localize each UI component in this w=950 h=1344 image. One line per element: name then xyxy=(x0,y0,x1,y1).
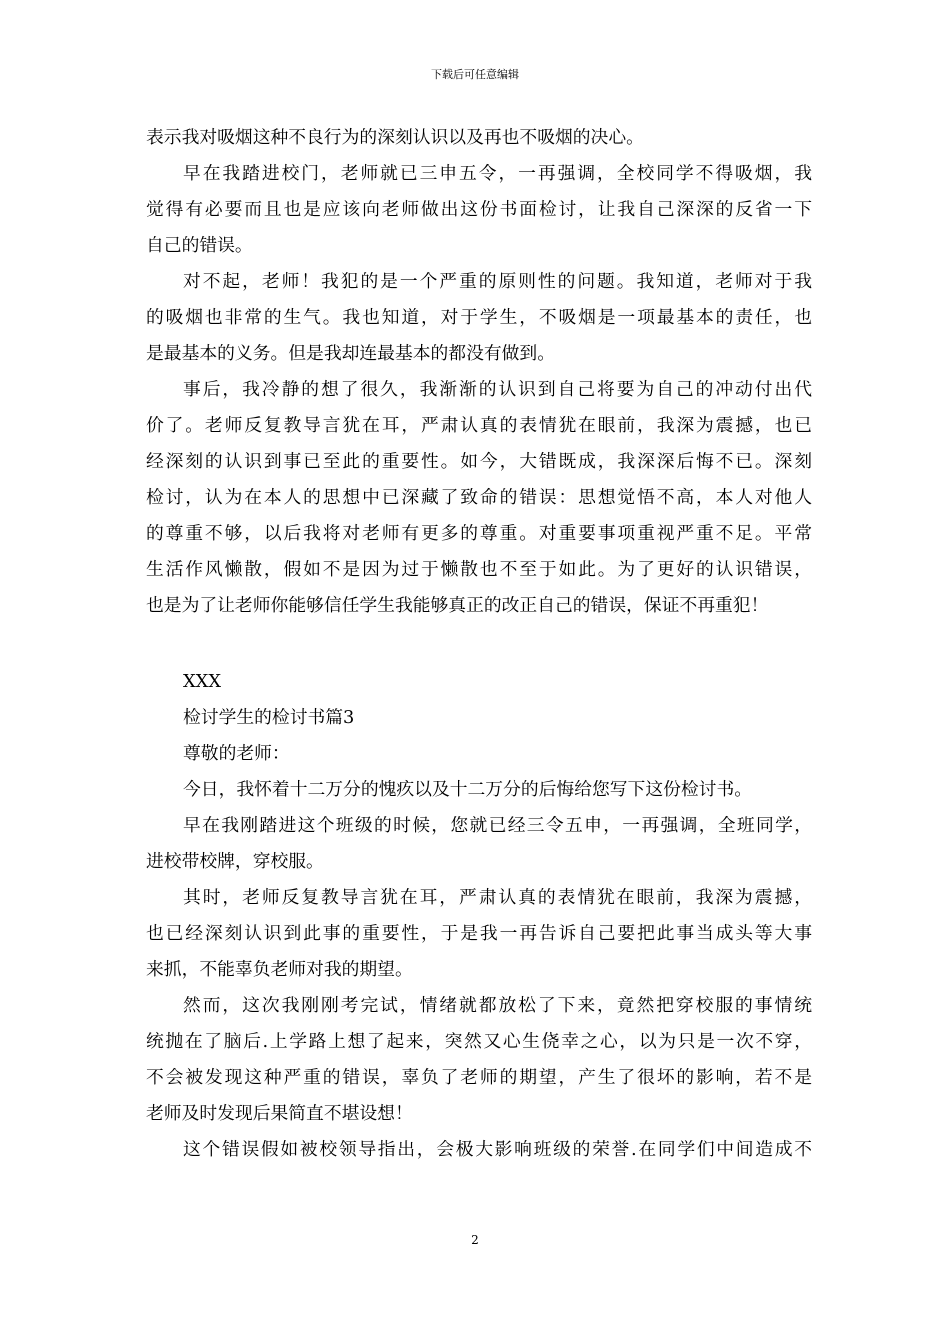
page-header: 下载后可任意编辑 xyxy=(431,68,519,81)
text-line: 老师及时发现后果简直不堪设想！ xyxy=(146,1103,413,1124)
text-line: 今日，我怀着十二万分的愧疚以及十二万分的后悔给您写下这份检讨书。 xyxy=(183,779,753,800)
page-number: 2 xyxy=(471,1233,479,1247)
text-line: 对不起，老师！我犯的是一个严重的原则性的问题。我知道，老师对于我 xyxy=(183,271,812,292)
text-line: 尊敬的老师： xyxy=(183,743,290,764)
text-line: 然而，这次我刚刚考完试，情绪就都放松了下来，竟然把穿校服的事情统 xyxy=(183,995,812,1016)
text-line: 自己的错误。 xyxy=(146,235,253,256)
text-line: 不会被发现这种严重的错误，辜负了老师的期望，产生了很坏的影响，若不是 xyxy=(146,1067,812,1088)
text-line: 表示我对吸烟这种不良行为的深刻认识以及再也不吸烟的决心。 xyxy=(146,127,644,148)
text-line: 统抛在了脑后.上学路上想了起来，突然又心生侥幸之心，以为只是一次不穿， xyxy=(146,1031,812,1052)
text-line: 检讨，认为在本人的思想中已深藏了致命的错误：思想觉悟不高，本人对他人 xyxy=(146,487,812,508)
text-line: 也已经深刻认识到此事的重要性，于是我一再告诉自己要把此事当成头等大事 xyxy=(146,923,812,944)
document-body xyxy=(146,120,812,1168)
text-line: 的尊重不够，以后我将对老师有更多的尊重。对重要事项重视严重不足。平常 xyxy=(146,523,812,544)
text-line: 早在我踏进校门，老师就已三申五令，一再强调，全校同学不得吸烟，我 xyxy=(183,163,812,184)
text-line: 是最基本的义务。但是我却连最基本的都没有做到。 xyxy=(146,343,555,364)
text-line: 价了。老师反复教导言犹在耳，严肃认真的表情犹在眼前，我深为震撼，也已 xyxy=(146,415,812,436)
text-line: 检讨学生的检讨书篇3 xyxy=(183,707,355,728)
text-line: 进校带校牌，穿校服。 xyxy=(146,851,324,872)
text-line: 生活作风懒散，假如不是因为过于懒散也不至于如此。为了更好的认识错误， xyxy=(146,559,812,580)
text-line: 其时，老师反复教导言犹在耳，严肃认真的表情犹在眼前，我深为震撼， xyxy=(183,887,812,908)
text-line: XXX xyxy=(183,671,221,692)
text-line: 经深刻的认识到事已至此的重要性。如今，大错既成，我深深后悔不已。深刻 xyxy=(146,451,812,472)
text-line: 的吸烟也非常的生气。我也知道，对于学生，不吸烟是一项最基本的责任，也 xyxy=(146,307,812,328)
text-line: 也是为了让老师你能够信任学生我能够真正的改正自己的错误，保证不再重犯！ xyxy=(146,595,769,616)
text-line: 来抓，不能辜负老师对我的期望。 xyxy=(146,959,413,980)
text-line: 事后，我冷静的想了很久，我渐渐的认识到自己将要为自己的冲动付出代 xyxy=(183,379,812,400)
text-line: 早在我刚踏进这个班级的时候，您就已经三令五申，一再强调，全班同学， xyxy=(183,815,812,836)
text-line: 这个错误假如被校领导指出，会极大影响班级的荣誉.在同学们中间造成不 xyxy=(183,1139,812,1160)
paragraph-gap xyxy=(146,624,812,664)
text-line: 觉得有必要而且也是应该向老师做出这份书面检讨，让我自己深深的反省一下 xyxy=(146,199,812,220)
